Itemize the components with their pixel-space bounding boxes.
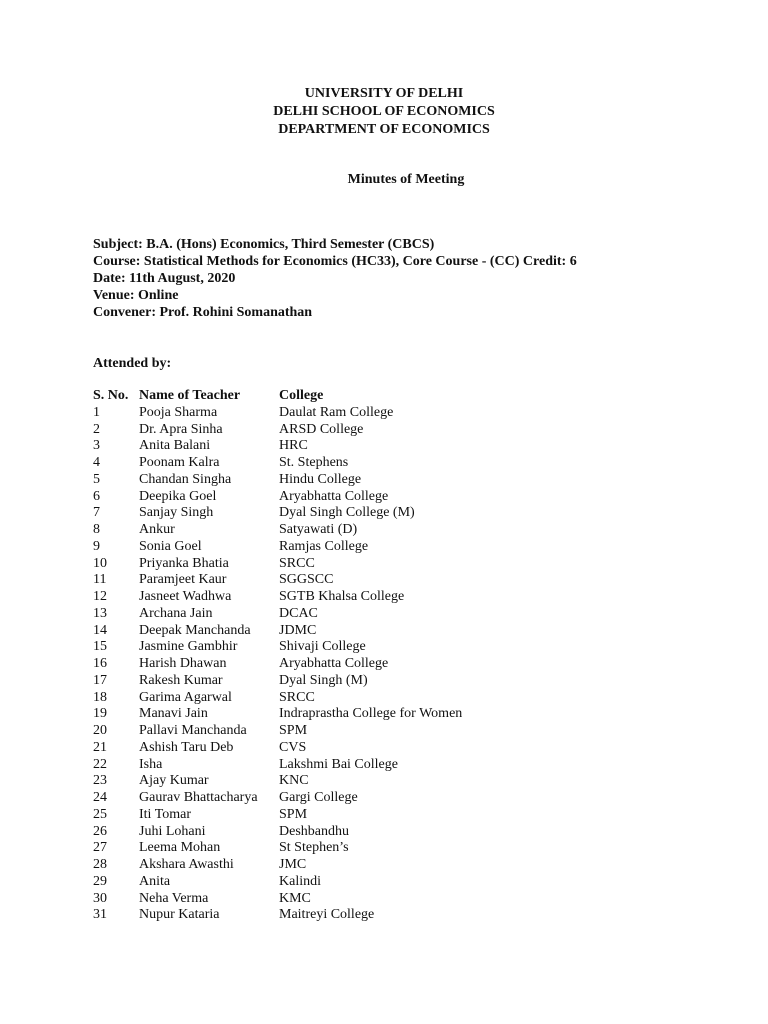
attendance-table-body xyxy=(93,405,539,924)
teacher-name-cell: Sanjay Singh xyxy=(139,505,214,521)
serial-number-cell: 17 xyxy=(93,672,107,688)
table-row xyxy=(93,740,539,757)
teacher-name-cell: Anita xyxy=(139,873,171,889)
college-cell: SPM xyxy=(279,806,308,822)
college-cell: Satyawati (D) xyxy=(279,522,358,537)
teacher-name-cell: Jasmine Gambhir xyxy=(139,639,238,655)
document-title: Minutes of Meeting xyxy=(347,172,465,187)
attended-by-label: Attended by: xyxy=(93,356,172,371)
college-cell: Indraprastha College for Women xyxy=(279,706,463,722)
college-cell: Deshbandhu xyxy=(279,823,349,839)
teacher-name-cell: Manavi Jain xyxy=(139,706,208,722)
table-header-row xyxy=(93,388,539,405)
teacher-name-cell: Rakesh Kumar xyxy=(139,672,223,688)
table-row xyxy=(93,405,539,422)
serial-number-cell: 20 xyxy=(93,723,107,738)
header-college: College xyxy=(279,388,324,403)
serial-number-cell: 4 xyxy=(93,455,100,470)
serial-number-cell: 22 xyxy=(93,756,107,772)
college-cell: Hindu College xyxy=(279,471,362,487)
document-header xyxy=(0,85,768,139)
subject-line: Subject: B.A. (Hons) Economics, Third Semester (CBCS) xyxy=(93,237,435,252)
teacher-name-cell: Chandan Singha xyxy=(139,471,232,487)
table-row xyxy=(93,606,539,623)
serial-number-cell: 21 xyxy=(93,739,107,755)
serial-number-cell: 12 xyxy=(93,589,107,604)
table-row xyxy=(93,790,539,807)
table-row xyxy=(93,656,539,673)
serial-number-cell: 31 xyxy=(93,907,107,923)
serial-number-cell: 3 xyxy=(93,438,100,454)
table-row xyxy=(93,773,539,790)
serial-number-cell: 14 xyxy=(93,622,107,638)
serial-number-cell: 28 xyxy=(93,857,107,872)
table-row xyxy=(93,857,539,874)
college-cell: ARSD College xyxy=(279,421,364,437)
college-cell: SRCC xyxy=(279,689,315,705)
serial-number-cell: 23 xyxy=(93,773,107,789)
school-name: DELHI SCHOOL OF ECONOMICS xyxy=(273,104,495,119)
table-row xyxy=(93,438,539,455)
teacher-name-cell: Jasneet Wadhwa xyxy=(139,589,232,604)
teacher-name-cell: Harish Dhawan xyxy=(139,656,227,671)
college-cell: SGGSCC xyxy=(279,572,334,588)
table-row xyxy=(93,422,539,439)
teacher-name-cell: Dr. Apra Sinha xyxy=(139,421,223,437)
table-row xyxy=(93,539,539,556)
serial-number-cell: 16 xyxy=(93,656,107,671)
teacher-name-cell: Ajay Kumar xyxy=(139,773,209,789)
teacher-name-cell: Deepak Manchanda xyxy=(139,622,251,638)
serial-number-cell: 9 xyxy=(93,538,100,554)
serial-number-cell: 5 xyxy=(93,471,100,487)
table-row xyxy=(93,556,539,573)
college-cell: SRCC xyxy=(279,555,315,571)
teacher-name-cell: Neha Verma xyxy=(139,890,209,906)
serial-number-cell: 30 xyxy=(93,890,107,906)
table-row xyxy=(93,907,539,924)
teacher-name-cell: Pallavi Manchanda xyxy=(139,723,247,738)
university-name: UNIVERSITY OF DELHI xyxy=(304,86,464,101)
teacher-name-cell: Anita Balani xyxy=(139,438,211,454)
table-row xyxy=(93,757,539,774)
college-cell: Gargi College xyxy=(279,790,358,805)
serial-number-cell: 1 xyxy=(93,404,100,420)
table-row xyxy=(93,522,539,539)
table-row xyxy=(93,455,539,472)
table-row xyxy=(93,690,539,707)
header-serial-number: S. No. xyxy=(93,388,129,403)
teacher-name-cell: Iti Tomar xyxy=(139,806,192,822)
serial-number-cell: 10 xyxy=(93,555,107,571)
serial-number-cell: 18 xyxy=(93,689,107,705)
serial-number-cell: 26 xyxy=(93,823,107,839)
serial-number-cell: 25 xyxy=(93,806,107,822)
table-row xyxy=(93,589,539,606)
teacher-name-cell: Sonia Goel xyxy=(139,538,202,554)
table-row xyxy=(93,673,539,690)
teacher-name-cell: Priyanka Bhatia xyxy=(139,555,229,571)
teacher-name-cell: Poonam Kalra xyxy=(139,455,220,470)
table-row xyxy=(93,489,539,506)
table-row xyxy=(93,505,539,522)
college-cell: Dyal Singh (M) xyxy=(279,672,368,688)
college-cell: Dyal Singh College (M) xyxy=(279,505,415,521)
table-row xyxy=(93,623,539,640)
table-row xyxy=(93,572,539,589)
college-cell: HRC xyxy=(279,438,308,454)
table-row xyxy=(93,639,539,656)
college-cell: Ramjas College xyxy=(279,538,369,554)
college-cell: Maitreyi College xyxy=(279,907,375,923)
serial-number-cell: 19 xyxy=(93,706,107,722)
teacher-name-cell: Archana Jain xyxy=(139,605,213,621)
table-row xyxy=(93,824,539,841)
serial-number-cell: 27 xyxy=(93,840,107,856)
table-row xyxy=(93,472,539,489)
college-cell: KNC xyxy=(279,773,309,789)
serial-number-cell: 24 xyxy=(93,790,107,805)
header-teacher-name: Name of Teacher xyxy=(139,388,241,403)
table-row xyxy=(93,807,539,824)
meeting-details xyxy=(93,237,577,322)
serial-number-cell: 13 xyxy=(93,605,107,621)
teacher-name-cell: Garima Agarwal xyxy=(139,689,232,705)
teacher-name-cell: Gaurav Bhattacharya xyxy=(139,790,258,805)
college-cell: Daulat Ram College xyxy=(279,404,394,420)
table-row xyxy=(93,891,539,908)
date-line: Date: 11th August, 2020 xyxy=(93,270,236,286)
department-name: DEPARTMENT OF ECONOMICS xyxy=(278,122,490,137)
college-cell: Lakshmi Bai College xyxy=(279,756,398,772)
attendance-table xyxy=(93,388,539,924)
teacher-name-cell: Deepika Goel xyxy=(139,488,217,504)
college-cell: Kalindi xyxy=(279,873,321,889)
teacher-name-cell: Pooja Sharma xyxy=(139,404,218,420)
college-cell: KMC xyxy=(279,890,311,906)
table-row xyxy=(93,874,539,891)
course-line: Course: Statistical Methods for Economics (HC33), Core Course - (CC) Credit: 6 xyxy=(93,253,577,269)
teacher-name-cell: Leema Mohan xyxy=(139,840,221,856)
college-cell: SPM xyxy=(279,723,308,738)
college-cell: St Stephen’s xyxy=(279,840,349,856)
college-cell: SGTB Khalsa College xyxy=(279,589,405,604)
serial-number-cell: 2 xyxy=(93,421,100,437)
teacher-name-cell: Nupur Kataria xyxy=(139,907,220,923)
serial-number-cell: 15 xyxy=(93,639,107,655)
serial-number-cell: 7 xyxy=(93,505,100,521)
college-cell: CVS xyxy=(279,739,307,755)
teacher-name-cell: Paramjeet Kaur xyxy=(139,572,227,588)
college-cell: JDMC xyxy=(279,622,317,638)
table-row xyxy=(93,840,539,857)
college-cell: St. Stephens xyxy=(279,455,349,470)
college-cell: DCAC xyxy=(279,605,318,621)
serial-number-cell: 29 xyxy=(93,873,107,889)
venue-line: Venue: Online xyxy=(93,287,179,303)
college-cell: Aryabhatta College xyxy=(279,656,389,671)
college-cell: Aryabhatta College xyxy=(279,488,389,504)
teacher-name-cell: Juhi Lohani xyxy=(139,823,206,839)
serial-number-cell: 6 xyxy=(93,488,100,504)
teacher-name-cell: Ankur xyxy=(139,522,175,537)
college-cell: JMC xyxy=(279,857,307,872)
convener-line: Convener: Prof. Rohini Somanathan xyxy=(93,304,313,320)
teacher-name-cell: Akshara Awasthi xyxy=(139,857,234,872)
table-row xyxy=(93,706,539,723)
table-row xyxy=(93,723,539,740)
teacher-name-cell: Isha xyxy=(139,756,163,772)
college-cell: Shivaji College xyxy=(279,639,366,655)
serial-number-cell: 11 xyxy=(93,572,107,588)
serial-number-cell: 8 xyxy=(93,522,100,537)
teacher-name-cell: Ashish Taru Deb xyxy=(139,739,234,755)
